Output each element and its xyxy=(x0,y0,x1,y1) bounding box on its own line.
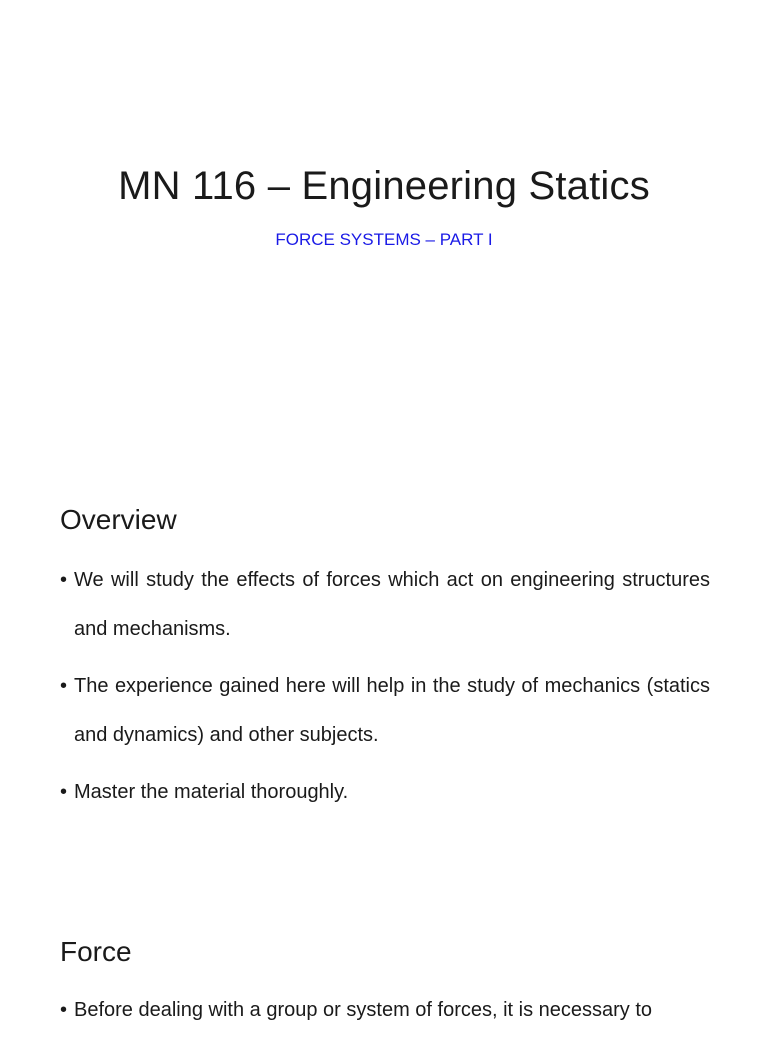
force-bullet-list xyxy=(60,986,710,1043)
title-slide xyxy=(0,0,768,432)
slide-main-title: MN 116 – Engineering Statics xyxy=(118,164,650,208)
force-bullet-1: • Before dealing with a group or system of forces, it is necessary to xyxy=(60,986,710,1035)
overview-bullet-list xyxy=(60,556,710,825)
overview-heading: Overview xyxy=(60,504,177,535)
force-heading: Force xyxy=(60,936,132,967)
overview-bullet-3: • Master the material thoroughly. xyxy=(60,768,710,817)
overview-bullet-1: • We will study the effects of forces which act on engineering structures and mechanisms. xyxy=(60,556,710,654)
slide-subtitle: FORCE SYSTEMS – PART I xyxy=(275,230,493,249)
overview-slide xyxy=(0,432,768,864)
overview-bullet-2: • The experience gained here will help in the study of mechanics (statics and dynamics) and other subjects. xyxy=(60,662,710,760)
force-slide xyxy=(0,864,768,1024)
